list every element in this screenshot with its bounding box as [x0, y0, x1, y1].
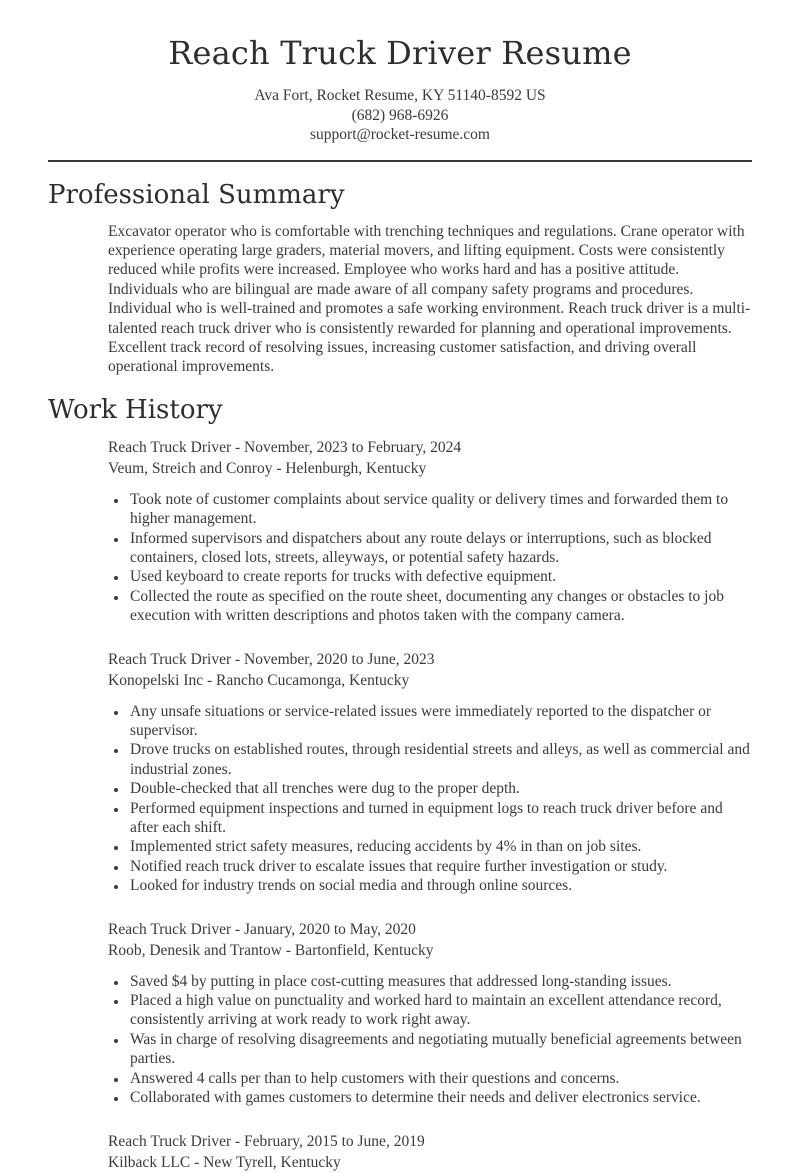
resume-title: Reach Truck Driver Resume	[168, 34, 632, 72]
resume-page	[0, 34, 800, 1173]
bullet-item: • Took note of customer complaints about service quality or delivery times and forwarded them to higher management.	[128, 490, 752, 529]
bullet-item: • Performed equipment inspections and turned in equipment logs to reach truck driver before and after each shift.	[128, 799, 752, 838]
bullet-item: • Notified reach truck driver to escalate issues that require further investigation or study.	[128, 857, 752, 876]
job-bullet-list	[108, 972, 752, 1108]
job-entry-4	[108, 1131, 752, 1173]
professional-summary-heading: Professional Summary	[48, 179, 345, 210]
bullet-item: • Any unsafe situations or service-related issues were immediately reported to the dispatcher or supervisor.	[128, 702, 752, 741]
job-bullet-list	[108, 490, 752, 626]
bullet-item: • Answered 4 calls per than to help customers with their questions and concerns.	[128, 1069, 752, 1088]
bullet-item: • Collaborated with games customers to determine their needs and deliver electronics service.	[128, 1088, 752, 1107]
job-title: Reach Truck Driver - November, 2020 to June, 2023	[108, 650, 435, 668]
contact-block	[48, 86, 752, 145]
professional-summary-text: Excavator operator who is comfortable with trenching techniques and regulations. Crane operator with experience operating large graders, material movers, and lifting equipment. Costs were consistently reduced while profits were increased. Employee who works hard and has a positive attitude. Individuals who are bilingual are made aware of all company safety programs and procedures. Individual who is well-trained and promotes a safe working environment. Reach truck driver is a multi-talented reach truck driver who is consistently rewarded for planning and operational improvements. Excellent track record of resolving issues, increasing customer satisfaction, and driving overall operational improvements.	[108, 222, 751, 376]
work-history-section	[48, 395, 752, 1173]
bullet-item: • Saved $4 by putting in place cost-cutting measures that addressed long-standing issues.	[128, 972, 752, 991]
bullet-item: • Implemented strict safety measures, reducing accidents by 4% in than on job sites.	[128, 837, 752, 856]
resume-header	[48, 34, 752, 145]
bullet-item: • Collected the route as specified on the route sheet, documenting any changes or obstacles to job execution with written descriptions and photos taken with the company camera.	[128, 587, 752, 626]
contact-email: support@rocket-resume.com	[310, 126, 490, 143]
job-company: Veum, Streich and Conroy - Helenburgh, Kentucky	[108, 459, 427, 477]
work-history-heading: Work History	[48, 394, 223, 425]
header-divider	[48, 160, 752, 162]
job-company: Kilback LLC - New Tyrell, Kentucky	[108, 1153, 341, 1171]
job-title: Reach Truck Driver - November, 2023 to February, 2024	[108, 438, 462, 456]
bullet-item: • Placed a high value on punctuality and worked hard to maintain an excellent attendance record, consistently arriving at work ready to work right away.	[128, 991, 752, 1030]
job-entry-2	[108, 649, 752, 896]
job-entry-1	[108, 437, 752, 626]
professional-summary-section	[48, 180, 752, 377]
contact-phone: (682) 968-6926	[351, 106, 449, 124]
job-title: Reach Truck Driver - February, 2015 to June, 2019	[108, 1132, 425, 1150]
contact-address: Ava Fort, Rocket Resume, KY 51140-8592 US	[254, 87, 546, 104]
bullet-item: • Drove trucks on established routes, through residential streets and alleys, as well as commercial and industrial zones.	[128, 740, 752, 779]
job-bullet-list	[108, 702, 752, 896]
bullet-item: • Double-checked that all trenches were dug to the proper depth.	[128, 779, 752, 798]
job-company: Roob, Denesik and Trantow - Bartonfield, Kentucky	[108, 941, 434, 959]
bullet-item: • Informed supervisors and dispatchers about any route delays or interruptions, such as blocked containers, closed lots, streets, alleyways, or potential safety hazards.	[128, 529, 752, 568]
job-company: Konopelski Inc - Rancho Cucamonga, Kentucky	[108, 671, 410, 689]
bullet-item: • Used keyboard to create reports for trucks with defective equipment.	[128, 567, 752, 586]
job-title: Reach Truck Driver - January, 2020 to May, 2020	[108, 920, 416, 938]
job-entry-3	[108, 919, 752, 1108]
bullet-item: • Looked for industry trends on social media and through online sources.	[128, 876, 752, 895]
bullet-item: • Was in charge of resolving disagreements and negotiating mutually beneficial agreements between parties.	[128, 1030, 752, 1069]
